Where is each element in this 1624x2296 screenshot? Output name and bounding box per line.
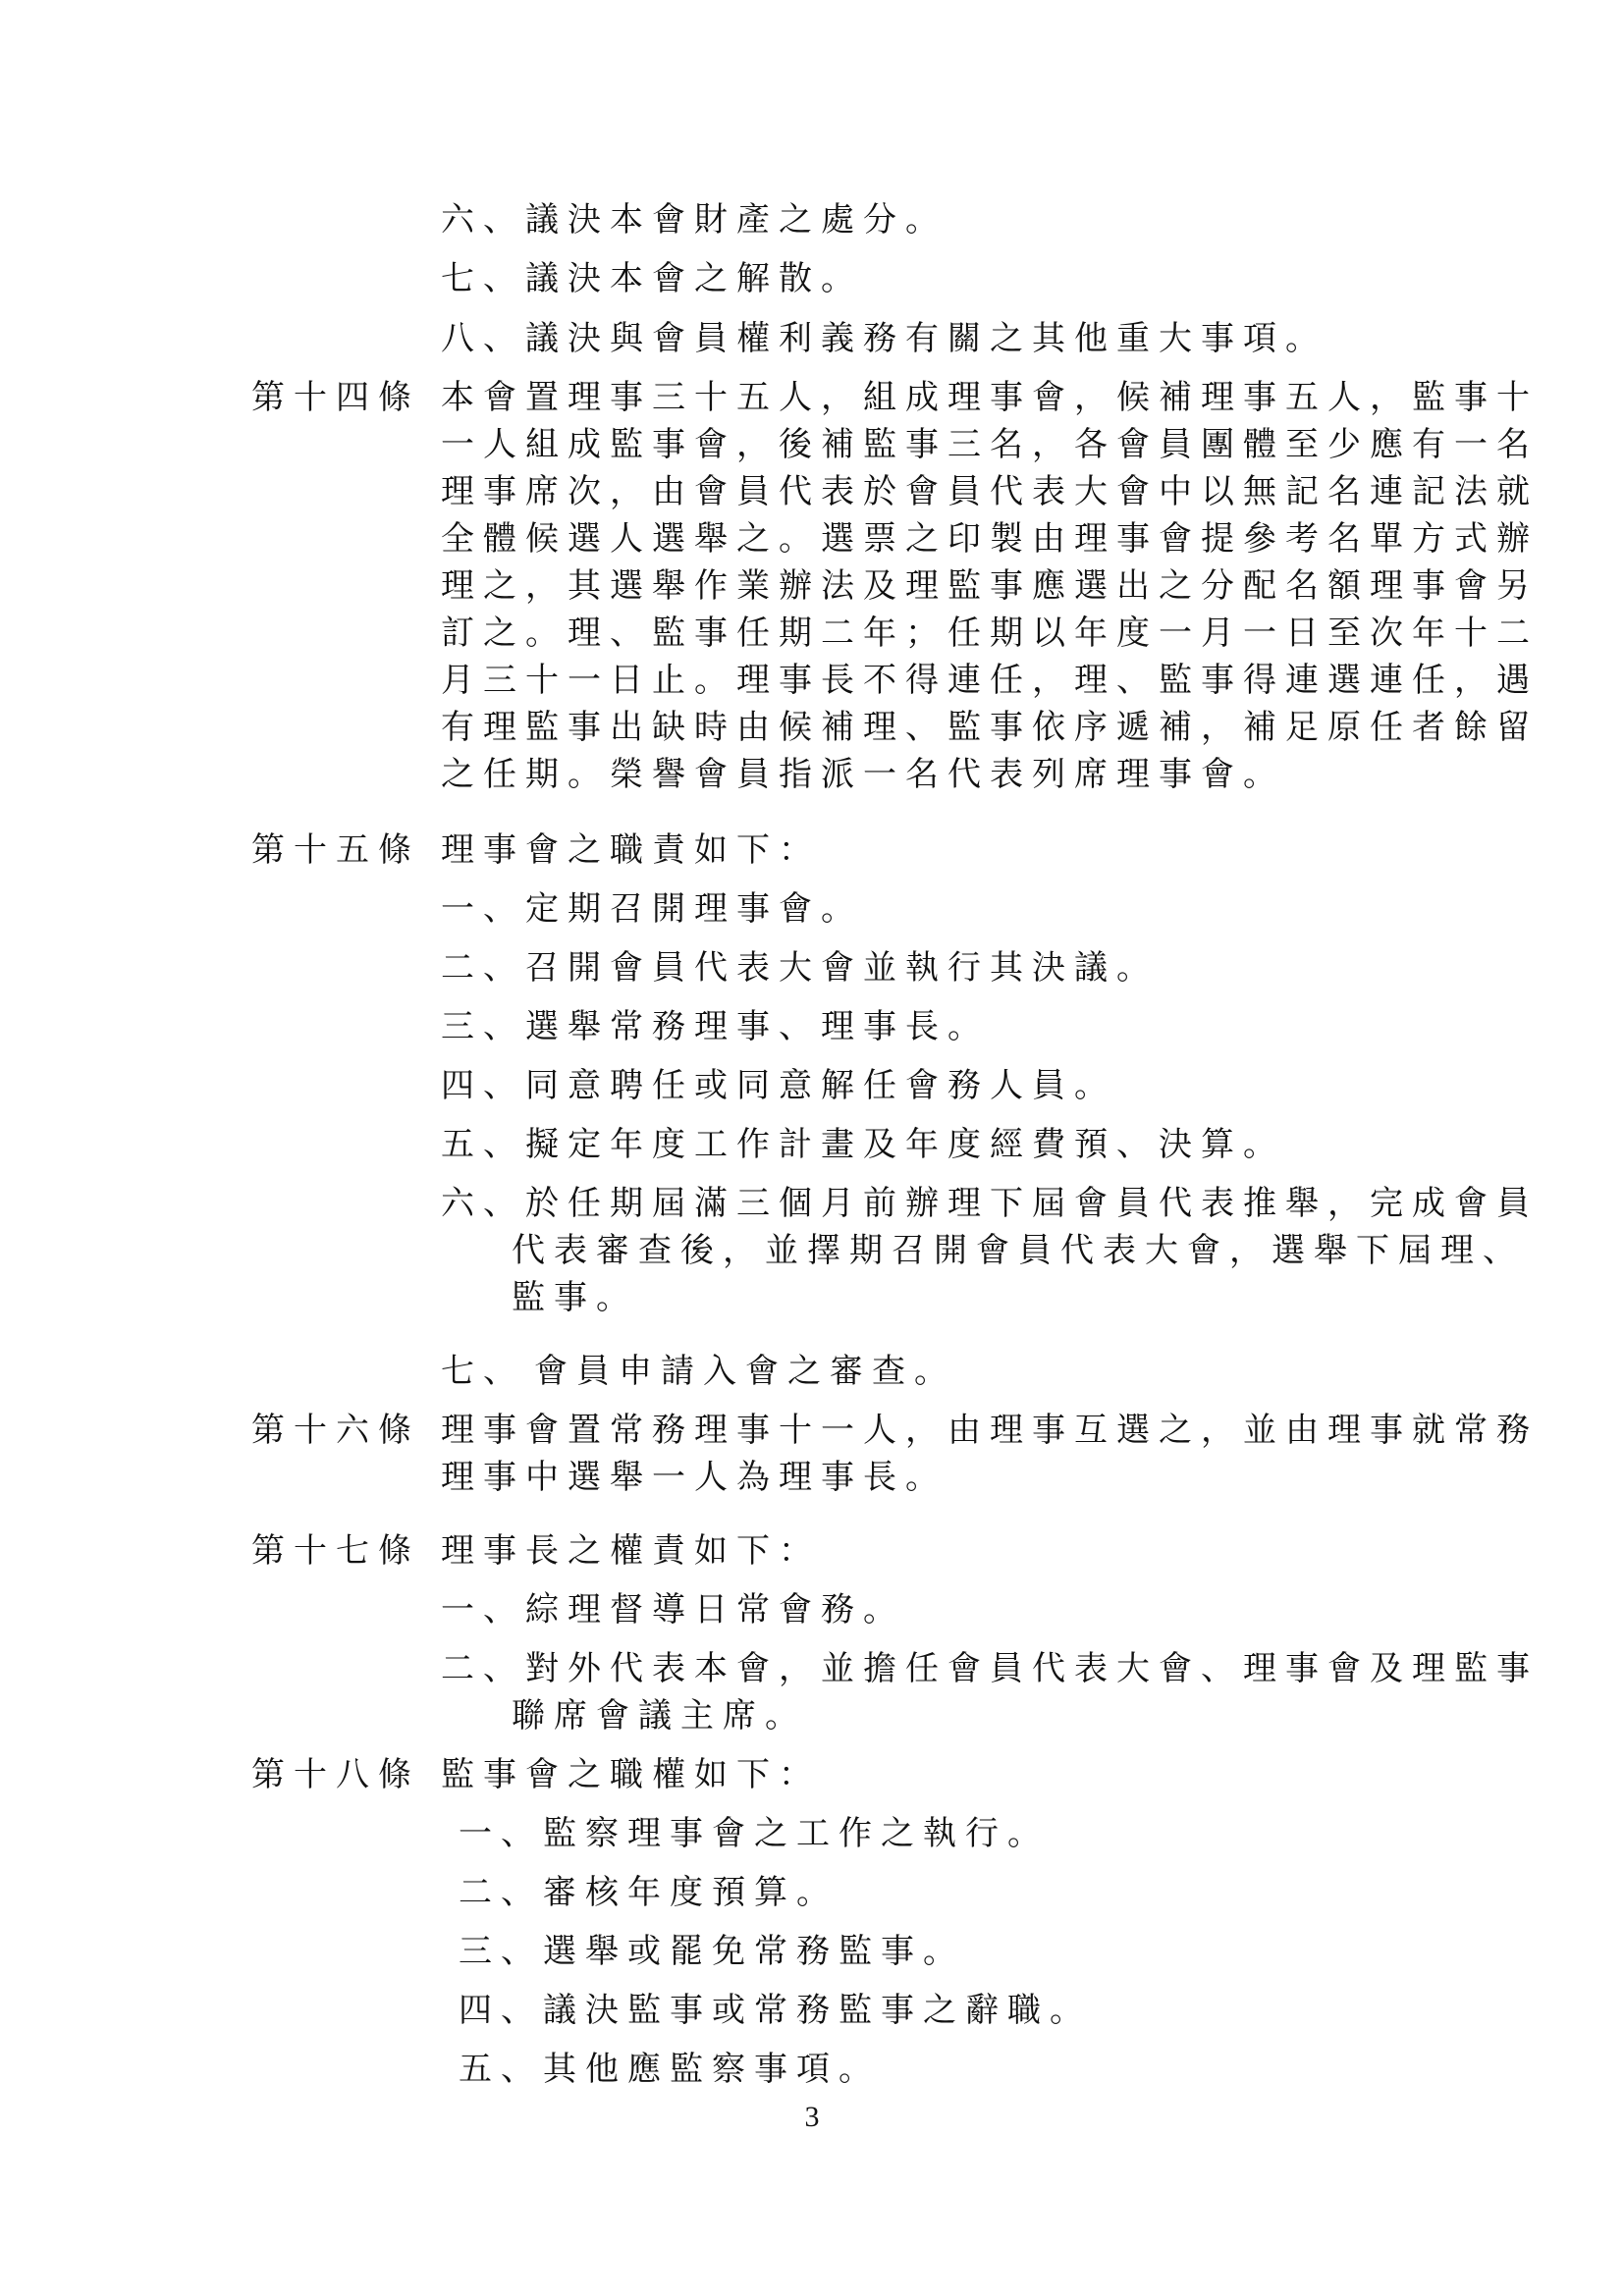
article15-item-4: 四、同意聘任或同意解任會務人員。 xyxy=(441,1066,1116,1105)
article16-line-2: 理事中選舉一人為理事長。 xyxy=(441,1458,947,1497)
article15-item-6-line-2: 代表審查後，並擇期召開會員代表大會，選舉下屆理、 xyxy=(512,1231,1525,1270)
article16-label: 第十六條 xyxy=(251,1411,420,1450)
article13-item-7: 七、議決本會之解散。 xyxy=(441,259,863,298)
article14-line-5: 理之，其選舉作業辦法及理監事應選出之分配名額理事會另 xyxy=(441,566,1539,606)
page-number: 3 xyxy=(804,2101,820,2133)
article15-item-7-text: 會員申請入會之審查。 xyxy=(534,1352,956,1391)
article13-item-8: 八、議決與會員權利義務有關之其他重大事項。 xyxy=(441,319,1327,358)
article15-item-3: 三、選舉常務理事、理事長。 xyxy=(441,1007,990,1046)
article15-item-5: 五、擬定年度工作計畫及年度經費預、決算。 xyxy=(441,1125,1285,1164)
article13-item-6: 六、議決本會財產之處分。 xyxy=(441,200,947,240)
article18-item-2: 二、審核年度預算。 xyxy=(459,1873,839,1912)
article15-label: 第十五條 xyxy=(251,830,420,870)
article15-item-6-line-1: 六、於任期屆滿三個月前辦理下屆會員代表推舉，完成會員 xyxy=(441,1184,1539,1223)
article14-label: 第十四條 xyxy=(251,378,420,417)
article18-item-4: 四、議決監事或常務監事之辭職。 xyxy=(459,1991,1092,2030)
article15-item-2: 二、召開會員代表大會並執行其決議。 xyxy=(441,948,1159,988)
article18-item-5: 五、其他應監察事項。 xyxy=(459,2050,881,2089)
article15-intro: 理事會之職責如下： xyxy=(441,830,821,870)
article16-line-1: 理事會置常務理事十一人，由理事互選之，並由理事就常務 xyxy=(441,1411,1539,1450)
article14-line-8: 有理監事出缺時由候補理、監事依序遞補，補足原任者餘留 xyxy=(441,708,1539,747)
article17-intro: 理事長之權責如下： xyxy=(441,1531,821,1571)
article14-line-3: 理事席次，由會員代表於會員代表大會中以無記名連記法就 xyxy=(441,472,1539,511)
article17-item-1: 一、綜理督導日常會務。 xyxy=(441,1590,905,1629)
article15-item-6-line-3: 監事。 xyxy=(512,1278,638,1317)
article17-item-2-line-1: 二、對外代表本會，並擔任會員代表大會、理事會及理監事 xyxy=(441,1649,1539,1688)
article18-item-3: 三、選舉或罷免常務監事。 xyxy=(459,1932,965,1971)
article18-label: 第十八條 xyxy=(251,1755,420,1794)
article15-item-7-number: 七、 xyxy=(441,1352,525,1391)
article14-line-4: 全體候選人選舉之。選票之印製由理事會提參考名單方式辦 xyxy=(441,519,1539,559)
article14-line-9: 之任期。榮譽會員指派一名代表列席理事會。 xyxy=(441,755,1285,794)
article18-intro: 監事會之職權如下： xyxy=(441,1755,821,1794)
article17-item-2-line-2: 聯席會議主席。 xyxy=(512,1696,807,1735)
article18-item-1: 一、監察理事會之工作之執行。 xyxy=(459,1814,1050,1853)
article14-line-6: 訂之。理、監事任期二年；任期以年度一月一日至次年十二 xyxy=(441,614,1539,653)
article14-line-7: 月三十一日止。理事長不得連任，理、監事得連選連任，遇 xyxy=(441,661,1539,700)
article15-item-1: 一、定期召開理事會。 xyxy=(441,889,863,929)
article14-line-1: 本會置理事三十五人，組成理事會，候補理事五人，監事十 xyxy=(441,378,1539,417)
article17-label: 第十七條 xyxy=(251,1531,420,1571)
article14-line-2: 一人組成監事會，後補監事三名，各會員團體至少應有一名 xyxy=(441,425,1539,464)
